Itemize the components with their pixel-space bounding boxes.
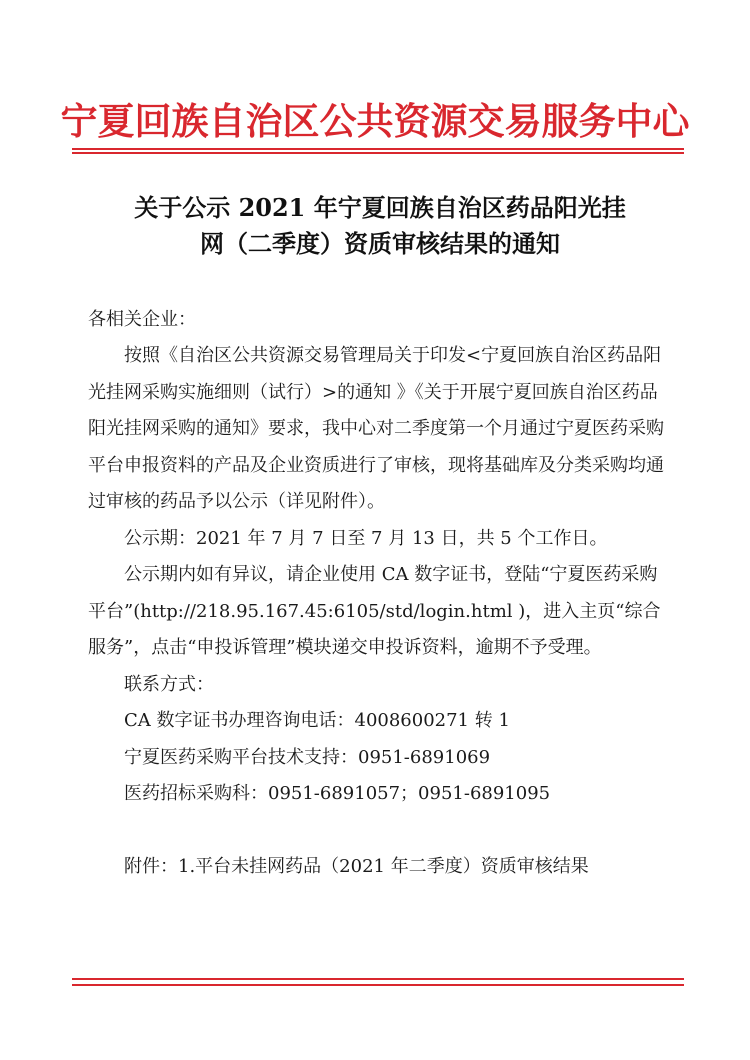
header-divider-line: [72, 148, 684, 150]
notice-title-line-2: 网（二季度）资质审核结果的通知: [200, 229, 560, 258]
salutation: 各相关企业：: [88, 309, 196, 330]
contact-tech-support: 宁夏医药采购平台技术支持：0951-6891069: [124, 746, 491, 768]
contact-procurement-dept: 医药招标采购科：0951-6891057；0951-6891095: [124, 783, 551, 804]
notice-body: [88, 302, 668, 885]
notice-title-line-1: 关于公示 2021 年宁夏回族自治区药品阳光挂: [134, 193, 626, 222]
contact-ca-certificate: CA 数字证书办理咨询电话：4008600271 转 1: [124, 710, 510, 731]
footer-divider-line: [72, 978, 684, 980]
header-divider-line-thin: [72, 152, 684, 154]
contact-label: 联系方式：: [124, 673, 214, 695]
footer-divider-line-thin: [72, 984, 684, 986]
notice-title: [80, 190, 680, 262]
issuing-organization-header: 宁夏回族自治区公共资源交易服务中心: [60, 100, 690, 143]
attachment-list: 附件：1.平台未挂网药品（2021 年二季度）资质审核结果: [124, 855, 589, 877]
paragraph-requirements: 按照《自治区公共资源交易管理局关于印发<宁夏回族自治区药品阳光挂网采购实施细则（试行）>的通知 》《关于开展宁夏回族自治区药品阳光挂网采购的通知》要求，我中心对二季度第一个月通过宁夏医药采购平台申报资料的产品及企业资质进行了审核，现将基础库及分类采购均通过审核的药品予以公示（详见附件）。: [88, 345, 664, 512]
paragraph-objection-procedure: 公示期内如有异议，请企业使用 CA 数字证书，登陆“宁夏医药采购平台”(http://218.95.167.45:6105/std/login.html )，进入主页“综合服务”，点击“申投诉管理”模块递交申投诉资料，逾期不予受理。: [88, 564, 661, 658]
paragraph-publicity-period: 公示期：2021 年 7 月 7 日至 7 月 13 日，共 5 个工作日。: [124, 527, 608, 549]
